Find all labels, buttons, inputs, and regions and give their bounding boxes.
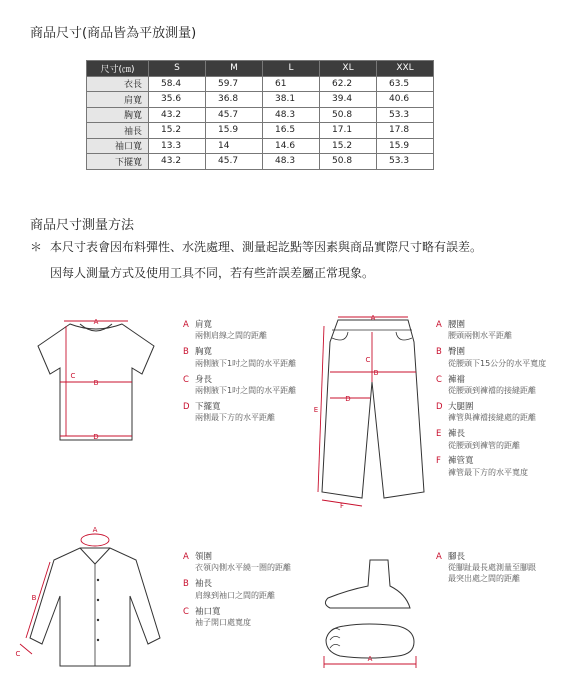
size-cell: 63.5 [377,76,434,92]
shirt-legend-item [183,579,291,601]
legend-name: 褲管寬 [448,456,474,467]
size-cell: 43.2 [149,154,206,170]
pants-mark-e: E [313,406,319,414]
legend-name: 袖口寬 [195,606,221,617]
size-row-label: 下擺寬 [87,154,149,170]
legend-desc: 衣領內側水平繞一圈的距離 [195,563,291,573]
foot-side-outline [325,560,410,608]
tshirt-mark-a: A [93,318,99,326]
legend-name: 腰圍 [448,320,466,330]
legend-desc: 兩側最下方的水平距離 [195,413,275,423]
note-text-2: 因每人測量方式及使用工具不同，若有些許誤差屬正常現象。 [50,266,375,280]
size-cell: 45.7 [206,154,263,170]
shirt-mark-c: C [15,650,21,658]
size-cell: 17.8 [377,123,434,139]
legend-letter: A [183,552,189,562]
legend-name: 身長 [195,374,213,385]
size-row-label: 袖長 [87,123,149,139]
size-table-row [87,107,434,123]
shirt-button [97,599,99,601]
legend-name: 肩寬 [195,320,213,330]
note-line-2 [50,264,374,281]
legend-letter: B [183,347,189,358]
legend-name: 大腿圍 [448,401,474,412]
shirt-mark-a: A [92,526,98,534]
shirt-button [97,579,99,581]
foot-mark-a: A [367,655,373,663]
shirt-mark-b: B [31,594,37,602]
legend-name: 下擺寬 [195,401,221,412]
pants-legend-item [436,456,546,478]
pants-outline [322,320,424,498]
size-cell: 48.3 [263,154,320,170]
pants-legend-item [436,320,546,342]
legend-desc: 從腰頭下15公分的水平寬度 [448,358,547,368]
legend-letter: C [183,374,189,385]
shirt-legend-item [183,552,291,574]
size-table-row [87,138,434,154]
legend-letter: F [436,456,441,467]
size-cell: 45.7 [206,107,263,123]
legend-letter: B [183,579,189,590]
size-cell: 17.1 [320,123,377,139]
legend-letter: A [436,320,442,330]
tshirt-legend-item [183,375,296,397]
tshirt-mark-d: D [93,433,99,441]
size-cell: 15.9 [206,123,263,139]
shirt-legend [183,552,291,634]
foot-legend-item [436,552,536,585]
shirt-button [97,639,99,641]
foot-legend [436,552,536,590]
pants-legend [436,320,546,484]
pants-legend-item [436,429,546,451]
legend-letter: B [436,347,442,358]
size-cell: 14 [206,138,263,154]
pants-legend-item [436,402,546,424]
legend-desc: 從腳趾最長處測量至腳跟 [448,563,536,573]
size-row-label: 肩寬 [87,92,149,108]
legend-desc: 兩側腋下1吋之間的水平距離 [195,358,297,368]
legend-letter: D [183,401,190,412]
size-row-label: 胸寬 [87,107,149,123]
tshirt-legend-item [183,402,296,424]
note-text-1: 本尺寸表會因布料彈性、水洗處理、測量起訖點等因素與商品實際尺寸略有誤差。 [50,240,483,254]
legend-letter: A [183,320,189,330]
legend-letter: A [436,552,442,562]
size-table-header [87,61,434,77]
legend-desc: 褲管與褲襠接縫處的距離 [448,413,536,423]
size-cell: 61 [263,76,320,92]
size-cell: 14.6 [263,138,320,154]
tshirt-mark-c: C [70,372,76,380]
legend-letter: D [436,401,443,412]
legend-letter: C [183,606,189,617]
tshirt-mark-b: B [93,379,99,387]
size-cell: 43.2 [149,107,206,123]
method-title: 商品尺寸測量方法 [30,218,135,233]
tshirt-diagram [26,312,166,452]
legend-desc: 從腰頭到褲襠的接縫距離 [448,386,536,395]
legend-name: 領圍 [195,552,213,562]
note-star: ＊ [30,240,43,254]
size-cell: 40.6 [377,92,434,108]
legend-desc: 兩側肩線之間的距離 [195,331,267,341]
legend-desc: 腰頭兩側水平距離 [448,331,512,341]
foot-top-outline [326,624,414,658]
size-cell: 15.2 [320,138,377,154]
size-cell: 35.6 [149,92,206,108]
shirt-line-a [81,534,109,546]
size-table-row [87,92,434,108]
size-cell: 15.2 [149,123,206,139]
pants-legend-item [436,375,546,397]
tshirt-legend [183,320,296,429]
legend-name: 袖長 [195,579,213,590]
size-cell: 53.3 [377,107,434,123]
tshirt-legend-item [183,347,296,369]
pants-mark-d: D [345,395,351,403]
size-cell: 50.8 [320,154,377,170]
legend-desc-2: 最突出處之間的距離 [448,574,520,584]
size-cell: 50.8 [320,107,377,123]
legend-desc: 袖子開口處寬度 [195,618,251,627]
size-row-label: 袖口寬 [87,138,149,154]
size-cell: 15.9 [377,138,434,154]
tshirt-legend-item [183,320,296,342]
pants-mark-f: F [339,502,345,510]
pants-legend-item [436,347,546,369]
size-cell: 39.4 [320,92,377,108]
legend-name: 臀圍 [448,347,466,358]
size-cell: 48.3 [263,107,320,123]
size-col-header: M [206,61,263,77]
note-line-1 [30,238,482,255]
legend-letter: E [436,429,442,440]
foot-diagram [318,556,422,668]
legend-desc: 肩線到袖口之間的距離 [195,590,275,600]
size-col-header: XL [320,61,377,77]
size-col-header: XXL [377,61,434,77]
pants-diagram [310,312,430,512]
size-table-row [87,76,434,92]
legend-letter: C [436,374,442,385]
pants-mark-a: A [370,314,376,322]
size-table [86,60,434,170]
size-chart-title: 商品尺寸(商品皆為平放測量) [30,26,197,41]
size-cell: 16.5 [263,123,320,139]
size-table-corner: 尺寸(㎝) [87,61,149,77]
shirt-legend-item [183,607,291,629]
pants-mark-b: B [373,369,379,377]
size-cell: 53.3 [377,154,434,170]
legend-name: 褲襠 [448,374,466,385]
size-table-row [87,123,434,139]
legend-desc: 褲管最下方的水平寬度 [448,467,528,477]
size-cell: 38.1 [263,92,320,108]
size-table-row [87,154,434,170]
legend-desc: 從腰頭到褲管的距離 [448,440,520,450]
size-cell: 62.2 [320,76,377,92]
size-cell: 36.8 [206,92,263,108]
size-row-label: 衣長 [87,76,149,92]
legend-name: 褲長 [448,429,466,440]
legend-name: 胸寬 [195,347,213,358]
legend-name: 腳長 [448,552,466,562]
shirt-diagram [10,520,170,670]
size-col-header: L [263,61,320,77]
size-cell: 13.3 [149,138,206,154]
pants-mark-c: C [365,356,371,364]
size-cell: 58.4 [149,76,206,92]
size-col-header: S [149,61,206,77]
shirt-line-c [20,644,32,654]
size-cell: 59.7 [206,76,263,92]
shirt-button [97,619,99,621]
legend-desc: 兩側腋下1吋之間的水平距離 [195,386,297,395]
